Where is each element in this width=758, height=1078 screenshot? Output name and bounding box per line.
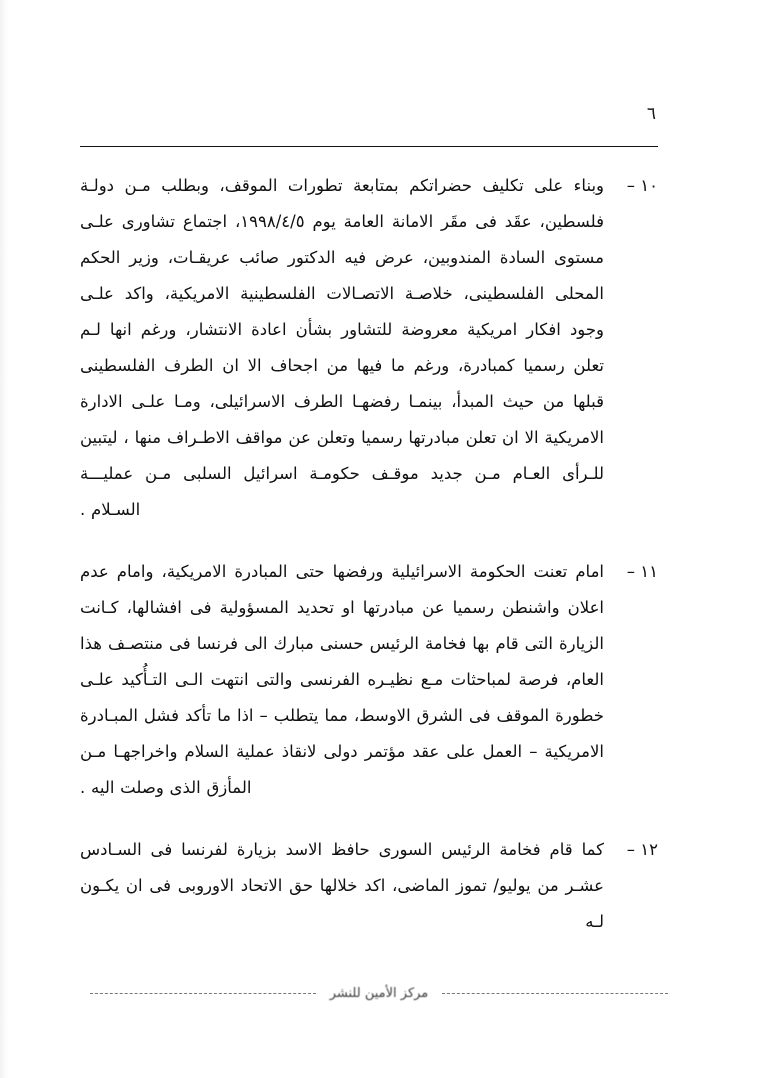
paragraph-marker: ١١ – <box>626 562 658 581</box>
paragraph-marker: ١٠ – <box>626 176 658 195</box>
header-divider <box>80 146 658 147</box>
page-number-row <box>82 104 656 124</box>
footer-label: مركز الأمين للنشر <box>329 985 429 1001</box>
page-number: ٦ <box>646 104 656 124</box>
paragraph-10 <box>80 168 658 528</box>
paragraph-text: امام تعنت الحكومة الاسرائيلية ورفضها حتى المبادرة الامريكية، وامام عدم اعلان واشنطن رسميا عن مبادرتها او تحديد المسؤولية فى افشالها، كـانت الزيارة التى قام بها فخامة الرئيس حسنى مبارك الى فرنسا فى منتصـف هذا العام، فرصة لمباحثات مـع نظيـره الفرنسى والتى انتهت الـى التـأُكيد علـى خطورة الموقف فى الشرق الاوسط، مما يتطلب – اذا ما تأكد فشل المبـادرة الامريكية – العمل على عقد مؤتمر دولى لانقاذ عملية السلام واخراجهـا مـن المأزق الذى وصلت اليه . <box>80 562 604 797</box>
paragraph-marker: ١٢ – <box>626 840 658 859</box>
footer-rule-right <box>442 993 668 994</box>
paragraph-text: كما قام فخامة الرئيس السورى حافظ الاسد بزيارة لفرنسا فى السـادس عشـر من يوليو/ تموز الماضى، اكد خلالها حق الاتحاد الاوروبى فى ان يكـون لـه <box>80 840 604 931</box>
document-body <box>80 168 658 940</box>
page-footer <box>0 978 758 1008</box>
paragraph-11 <box>80 554 658 806</box>
paragraph-text: وبناء على تكليف حضراتكم بمتابعة تطورات الموقف، وبطلب مـن دولـة فلسطين، عقَد فى مقَر الامانة العامة يوم ١٩٩٨/٤/٥، اجتماع تشاورى علـى مستوى السادة المندوبين، عرض فيه الدكتور صائب عريقـات، وزير الحكم المحلى الفلسطينى، خلاصـة الاتصـالات الفلسطينية الامريكية، واكد علـى وجود افكار امريكية معروضة للتشاور بشأن اعادة الانتشار، ورغم انها لـم تعلن رسميا كمبادرة، ورغم ما فيها من اجحاف الا ان الطرف الفلسطينى قبلها من حيث المبدأ، بينمـا رفضهـا الطرف الاسرائيلى، ومـا علـى الادارة الامريكية الا ان تعلن مبادرتها رسميا وتعلن عن مواقف الاطـراف منها ، ليتبين للـرأى العـام مـن جديد موقـف حكومـة اسرائيل السلبى مـن عمليـــة السـلام . <box>80 176 604 519</box>
footer-rule-left <box>90 993 316 994</box>
paragraph-12 <box>80 832 658 940</box>
scan-edge-shadow <box>0 0 8 1078</box>
